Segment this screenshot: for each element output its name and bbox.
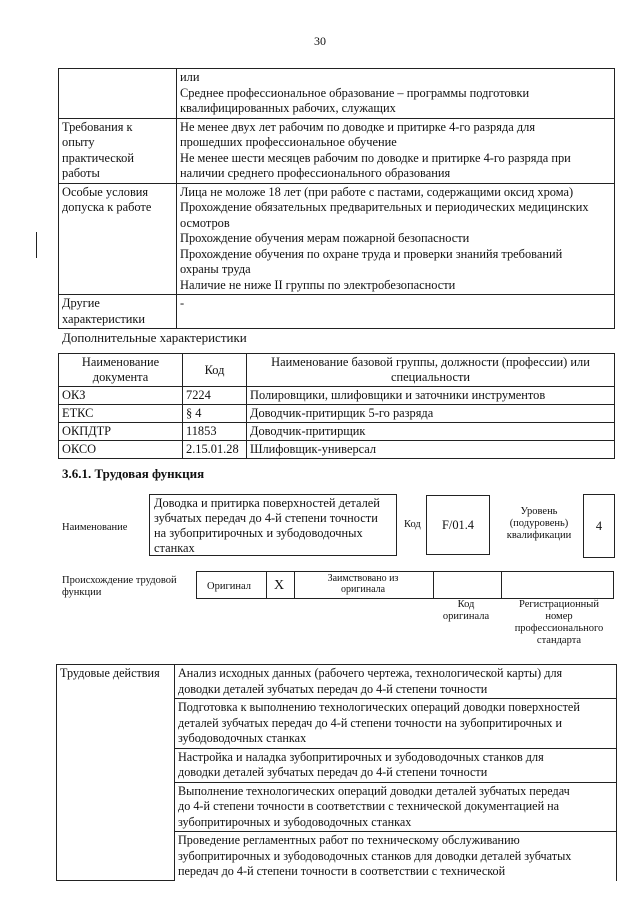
labor-action-item (175, 832, 617, 881)
labor-action-item (175, 748, 617, 782)
row-content (177, 295, 615, 329)
text-line: Настройка и наладка зубопритирочных и зубодоводочных станков для (178, 749, 544, 764)
divider (266, 572, 267, 598)
text-line: доводки деталей зубчатых передач до 4-й степени точности (178, 681, 488, 696)
divider (433, 572, 434, 598)
text-line: осмотров (180, 215, 230, 230)
label-line: характеристики (62, 311, 146, 326)
label-line: Заимствовано из (327, 573, 399, 584)
cell-code: 2.15.01.28 (183, 441, 247, 459)
table-row (59, 441, 615, 459)
code-original-label (436, 599, 496, 623)
text-line: Доводка и притирка поверхностей деталей (154, 496, 380, 510)
text-line: деталей зубчатых передач до 4-й степени точности на зубопритирочных и (178, 715, 562, 730)
header-line: Наименование (81, 355, 160, 369)
text-line: или (180, 70, 200, 84)
text-line: Анализ исходных данных (рабочего чертежа, технологической карты) для (178, 666, 563, 680)
label-line: Другие (62, 296, 100, 310)
labor-actions-table (56, 664, 617, 881)
text-line: доводки деталей зубчатых передач до 4-й степени точности (178, 765, 488, 779)
header-line: Наименование базовой группы, должности (профессии) или (271, 355, 590, 369)
registration-number-label (504, 599, 614, 647)
table-row (59, 423, 615, 441)
label-line: Особые условия (62, 184, 149, 199)
text-line: Прохождение обучения мерам пожарной безопасности (180, 231, 470, 245)
row-label (59, 183, 177, 295)
page-number: 30 (314, 34, 326, 48)
text-line: - (180, 296, 185, 310)
label-line: стандарта (536, 635, 582, 646)
label-line: функции (62, 587, 102, 598)
text-line: Наличие не ниже II группы по электробезопасности (180, 277, 456, 292)
cell-doc: ОКЗ (59, 387, 183, 405)
borrowed-label (296, 573, 430, 595)
requirements-table (58, 68, 615, 329)
label-line: практической (62, 150, 134, 165)
text-line: Прохождение обучения по охране труда и проверки знанийя требований (180, 246, 563, 261)
label-line: Регистрационный (519, 599, 599, 610)
cell-code: § 4 (183, 405, 247, 423)
cell-doc: ЕТКС (59, 405, 183, 423)
text-line: до 4-й степени точности в соответствии с технической документацией на (178, 799, 560, 813)
text-line: зубопритирочных и зубодоводочных станков для доводки деталей зубчатых (178, 848, 572, 863)
text-line: Среднее профессиональное образование – программы подготовки (180, 85, 530, 100)
labor-action-item (175, 782, 617, 832)
header-line: специальности (390, 370, 470, 384)
label-line: работы (62, 166, 100, 180)
cell-name: Доводчик-притирщик (247, 423, 615, 441)
table-row (57, 665, 617, 699)
cell-name: Шлифовщик-универсал (247, 441, 615, 459)
margin-mark (36, 232, 37, 258)
cell-doc: ОКПДТР (59, 423, 183, 441)
label-line: оригинала (442, 611, 490, 622)
table-row (59, 118, 615, 183)
cell-name: Полировщики, шлифовщики и заточники инструментов (247, 387, 615, 405)
text-line: охраны труда (180, 262, 251, 276)
original-mark: X (274, 578, 285, 593)
text-line: Выполнение технологических операций доводки деталей зубчатых передач (178, 783, 570, 798)
text-line: Не менее шести месяцев рабочим по доводке и притирке 4-го разряда при (180, 150, 571, 165)
label-line: Происхождение трудовой (62, 575, 177, 586)
divider (294, 572, 295, 598)
table-row (59, 69, 615, 119)
original-label: Оригинал (207, 581, 251, 592)
origin-label (62, 575, 177, 599)
additional-characteristics-table (58, 353, 615, 459)
label-line: допуска к работе (62, 200, 152, 214)
header-name (247, 354, 615, 387)
table-row (59, 387, 615, 405)
cell-name: Доводчик-притирщик 5-го разряда (247, 405, 615, 423)
text-line: зубчатых передач до 4-й степени точности (154, 511, 378, 525)
level-label (497, 506, 581, 542)
text-line: Лица не моложе 18 лет (при работе с пастами, содержащими оксид хрома) (180, 184, 574, 199)
text-line: Подготовка к выполнению технологических операций доводки поверхностей (178, 700, 580, 714)
divider (501, 572, 502, 598)
header-doc (59, 354, 183, 387)
text-line: передач до 4-й степени точности в соответствии с технической (178, 864, 506, 878)
labor-action-item (175, 665, 617, 699)
cell-doc: ОКСО (59, 441, 183, 459)
label-line: квалификации (506, 530, 572, 541)
label-line: Требования к (62, 119, 133, 134)
label-line: оригинала (340, 584, 386, 595)
text-line: наличии среднего профессионального образования (180, 166, 451, 180)
additional-characteristics-title: Дополнительные характеристики (62, 330, 247, 345)
row-label (59, 118, 177, 183)
row-label (59, 295, 177, 329)
function-name-box (149, 494, 397, 556)
row-content (177, 183, 615, 295)
section-heading: 3.6.1. Трудовая функция (62, 466, 205, 481)
table-row (59, 183, 615, 295)
label-line: номер (545, 611, 573, 622)
level-value-box: 4 (583, 494, 615, 558)
text-line: квалифицированных рабочих, служащих (180, 101, 396, 115)
header-code: Код (183, 354, 247, 387)
row-label (59, 69, 177, 119)
labor-actions-label: Трудовые действия (57, 665, 175, 881)
text-line: станках (154, 541, 195, 555)
label-line: профессионального (514, 623, 604, 634)
text-line: зубодоводочных станках (178, 731, 307, 745)
text-line: прошедших профессиональное обучение (180, 135, 397, 149)
label-line: (подуровень) (509, 518, 569, 529)
text-line: на зубопритирочных и зубодоводочных (154, 526, 363, 540)
label-line: Код (457, 599, 475, 610)
table-header-row (59, 354, 615, 387)
label-line: опыту (62, 135, 95, 149)
text-line: Прохождение обязательных предварительных и периодических медицинских (180, 200, 589, 214)
text-line: Проведение регламентных работ по техническому обслуживанию (178, 833, 520, 847)
cell-code: 11853 (183, 423, 247, 441)
cell-code: 7224 (183, 387, 247, 405)
code-label: Код (404, 519, 421, 530)
header-line: документа (92, 370, 149, 384)
function-code-box: F/01.4 (426, 495, 490, 555)
row-content (177, 118, 615, 183)
table-row (59, 295, 615, 329)
labor-action-item (175, 699, 617, 749)
text-line: Не менее двух лет рабочим по доводке и притирке 4-го разряда для (180, 119, 536, 134)
table-row (59, 405, 615, 423)
name-label: Наименование (62, 522, 128, 533)
text-line: зубопритирочных и зубодоводочных станках (178, 814, 412, 829)
label-line: Уровень (520, 506, 558, 517)
row-content (177, 69, 615, 119)
